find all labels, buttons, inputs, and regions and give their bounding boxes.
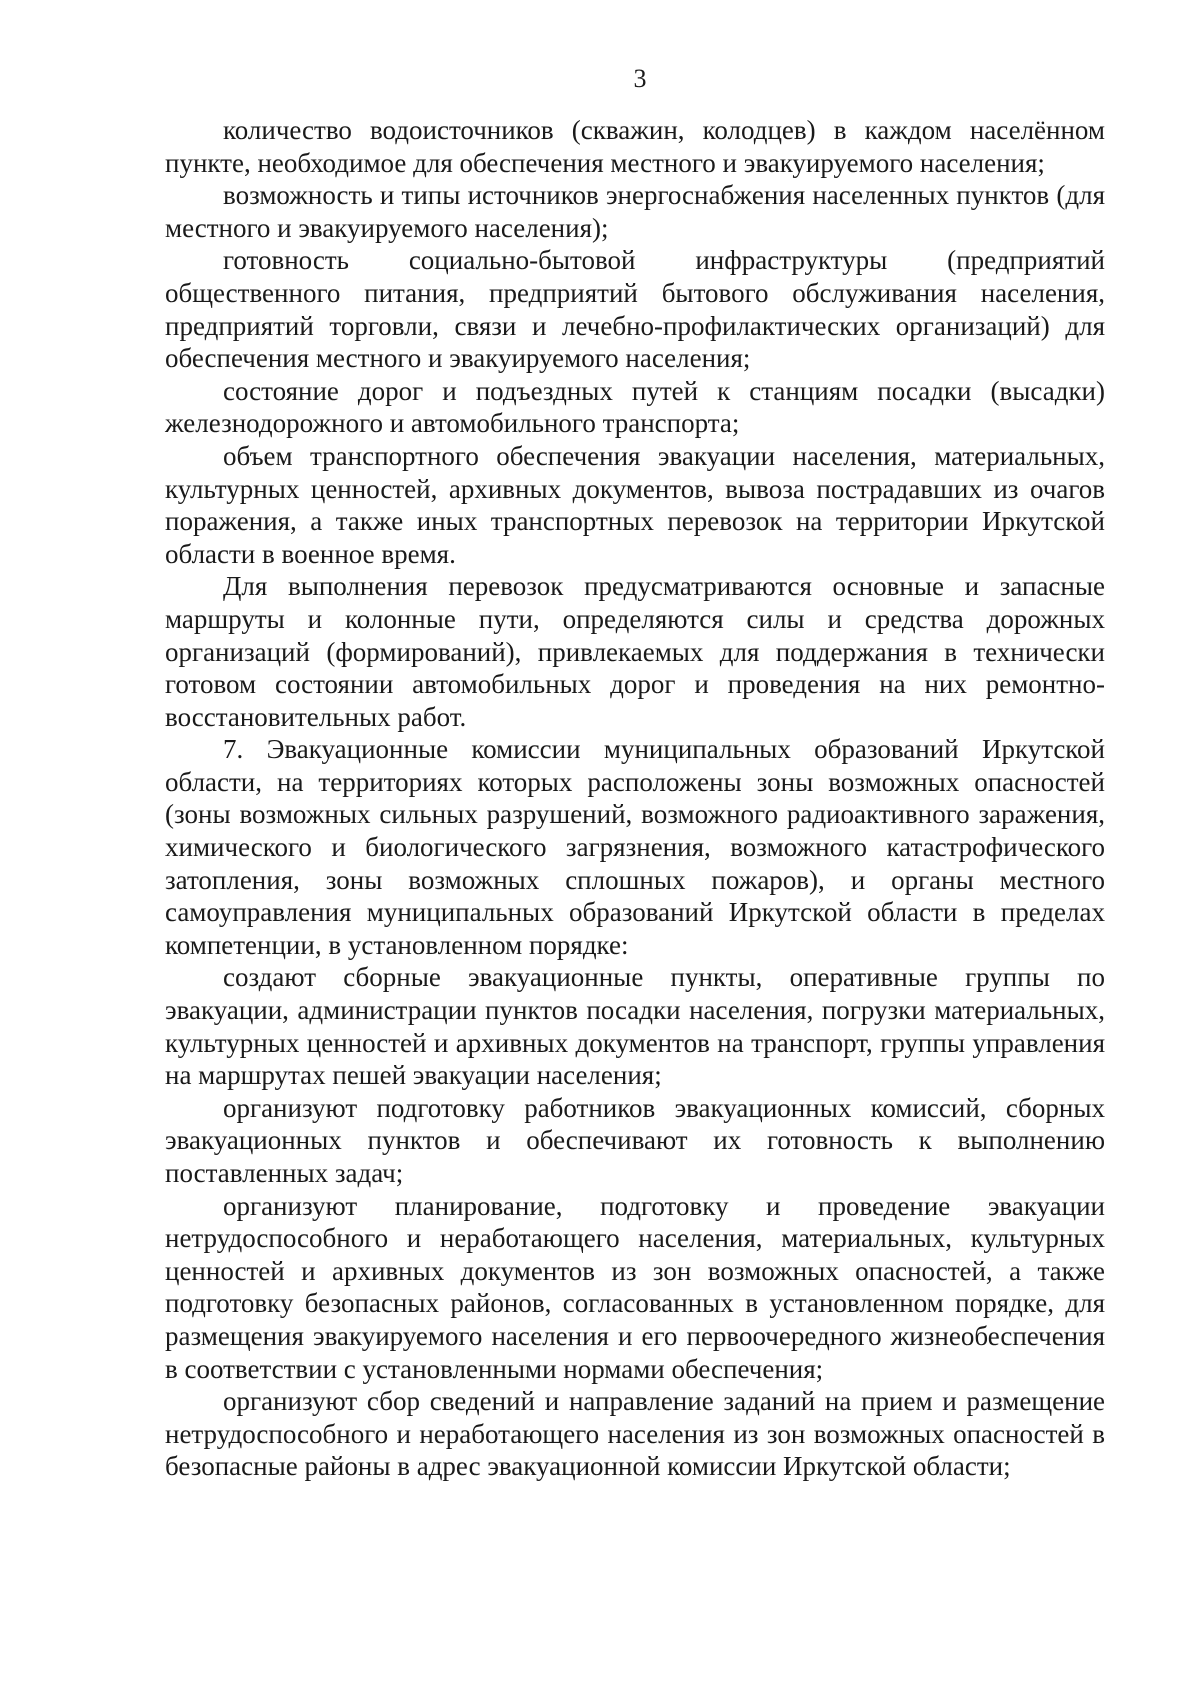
paragraph-road-condition: состояние дорог и подъездных путей к станциям посадки (высадки) железнодорожного и автомобильного транспорта; bbox=[165, 375, 1105, 439]
paragraph-transport-volume: объем транспортного обеспечения эвакуации населения, материальных, культурных ценностей, архивных документов, вывоза пострадавших из очагов поражения, а также иных транспортных перевозок на территории Иркутской области в военное время. bbox=[165, 440, 1105, 569]
paragraph-energy-sources: возможность и типы источников энергоснабжения населенных пунктов (для местного и эвакуируемого населения); bbox=[165, 180, 1105, 243]
page-number: 3 bbox=[633, 64, 647, 93]
paragraph-organize-training: организуют подготовку работников эвакуационных комиссий, сборных эвакуационных пунктов и обеспечивают их готовность к выполнению поставленных задач; bbox=[165, 1092, 1105, 1188]
paragraph-water-sources: количество водоисточников (скважин, колодцев) в каждом населённом пункте, необходимое для обеспечения местного и эвакуируемого населения; bbox=[165, 115, 1105, 178]
paragraph-item-7: 7. Эвакуационные комиссии муниципальных образований Иркутской области, на территориях которых расположены зоны возможных опасностей (зоны возможных сильных разрушений, возможного радиоактивного заражения, химического и биологического загрязнения, возможного катастрофического затопления, зоны возможных сплошных пожаров), и органы местного самоуправления муниципальных образований Иркутской области в пределах компетенции, в установленном порядке: bbox=[165, 734, 1105, 960]
paragraph-infrastructure-readiness: готовность социально-бытовой инфраструктуры (предприятий общественного питания, предприятий бытового обслуживания населения, предприятий торговли, связи и лечебно-профилактических организаций) для обеспечения местного и эвакуируемого населения; bbox=[165, 245, 1105, 374]
paragraph-create-points: создают сборные эвакуационные пункты, оперативные группы по эвакуации, администрации пунктов посадки населения, погрузки материальных, культурных ценностей и архивных документов на транспорт, группы управления на маршрутах пешей эвакуации населения; bbox=[165, 962, 1105, 1091]
paragraph-transport-routes: Для выполнения перевозок предусматриваются основные и запасные маршруты и колонные пути, определяются силы и средства дорожных организаций (формирований), привлекаемых для поддержания в технически готовом состоянии автомобильных дорог и проведения на них ремонтно-восстановительных работ. bbox=[165, 571, 1105, 732]
paragraph-organize-data-collection: организуют сбор сведений и направление заданий на прием и размещение нетрудоспособного и неработающего населения из зон возможных опасностей в безопасные районы в адрес эвакуационной комиссии Иркутской области; bbox=[165, 1386, 1105, 1482]
paragraph-organize-planning: организуют планирование, подготовку и проведение эвакуации нетрудоспособного и неработающего населения, материальных, культурных ценностей и архивных документов из зон возможных опасностей, а также подготовку безопасных районов, согласованных в установленном порядке, для размещения эвакуируемого населения и его первоочередного жизнеобеспечения в соответствии с установленными нормами обеспечения; bbox=[165, 1190, 1105, 1384]
document-body bbox=[165, 114, 1105, 1483]
